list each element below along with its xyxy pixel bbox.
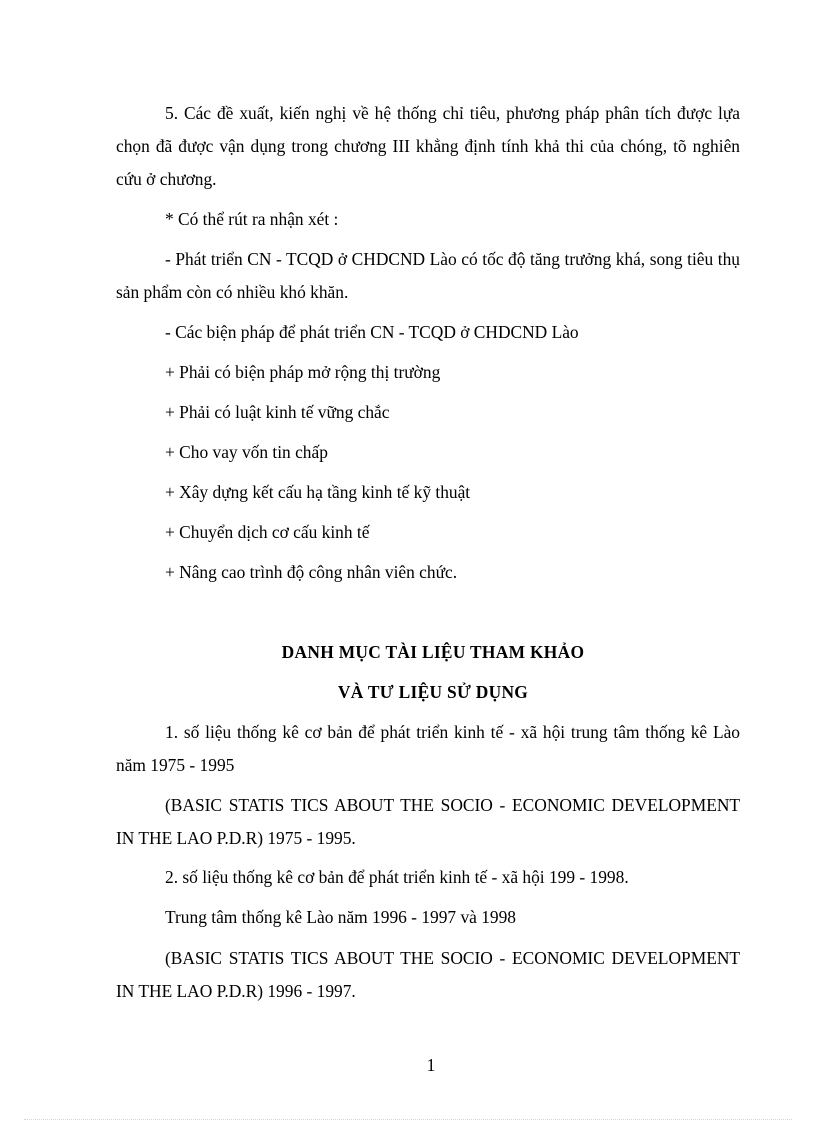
reference-item-2-english: (BASIC STATIS TICS ABOUT THE SOCIO - ECONOMIC DEVELOPMENT IN THE LAO P.D.R) 1996 - 1997. — [116, 948, 740, 1001]
reference-item-1: 1. số liệu thống kê cơ bản để phát triển kinh tế - xã hội trung tâm thống kê Lào năm 1975 - 1995 — [116, 722, 740, 775]
measure-item: + Phải có luật kinh tế vững chắc — [165, 402, 390, 422]
page-number: 1 — [426, 1055, 436, 1075]
page-bottom-rule — [24, 1119, 792, 1120]
measure-item: + Xây dựng kết cấu hạ tầng kinh tế kỹ thuật — [165, 482, 471, 502]
paragraph-remark: * Có thể rút ra nhận xét : — [165, 209, 339, 229]
reference-item-2-source: Trung tâm thống kê Lào năm 1996 - 1997 và 1998 — [165, 907, 516, 927]
measure-item: + Nâng cao trình độ công nhân viên chức. — [165, 562, 458, 582]
reference-item-1-english: (BASIC STATIS TICS ABOUT THE SOCIO - ECONOMIC DEVELOPMENT IN THE LAO P.D.R) 1975 - 1995. — [116, 795, 740, 848]
reference-item-2: 2. số liệu thống kê cơ bản để phát triển kinh tế - xã hội 199 - 1998. — [165, 867, 629, 887]
measure-item: + Phải có biện pháp mở rộng thị trường — [165, 362, 441, 382]
references-heading-line1: DANH MỤC TÀI LIỆU THAM KHẢO — [281, 642, 585, 662]
paragraph-measures: - Các biện pháp để phát triển CN - TCQD ở CHDCND Lào — [165, 322, 579, 342]
measure-item: + Chuyển dịch cơ cấu kinh tế — [165, 522, 370, 542]
references-heading-line2: VÀ TƯ LIỆU SỬ DỤNG — [337, 682, 529, 702]
paragraph-growth: - Phát triển CN - TCQD ở CHDCND Lào có tốc độ tăng trưởng khá, song tiêu thụ sản phẩm còn có nhiều khó khăn. — [116, 249, 740, 302]
paragraph-proposals: 5. Các đề xuất, kiến nghị về hệ thống chỉ tiêu, phương pháp phân tích được lựa chọn đã được vận dụng trong chương III khẳng định tính khả thi của chóng, tõ nghiên cứu ở chương. — [116, 103, 740, 189]
measure-item: + Cho vay vốn tin chấp — [165, 442, 328, 462]
